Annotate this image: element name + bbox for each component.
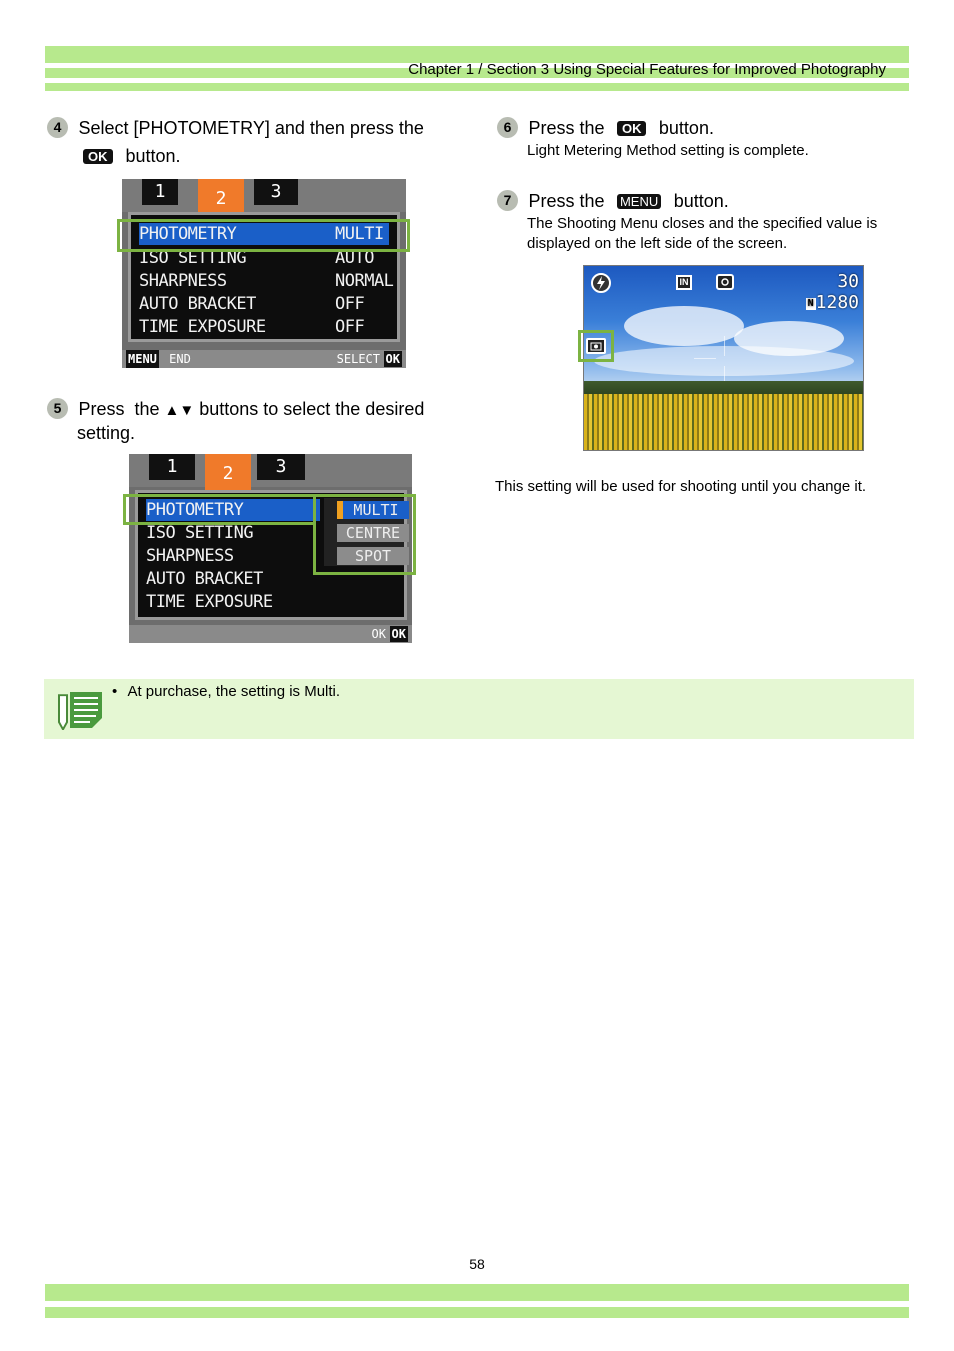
- step-4-text-end: button.: [125, 146, 181, 166]
- ok-label: OK: [371, 627, 386, 641]
- lcd-menu-screen-1: [122, 179, 406, 368]
- menu-row-sharpness: SHARPNESS: [146, 546, 234, 566]
- focus-mark: [724, 366, 725, 381]
- select-label: SELECT: [336, 352, 380, 366]
- step-6-text: Press the: [528, 118, 605, 138]
- menu-row-time-exposure: TIME EXPOSURE: [146, 592, 273, 612]
- menu-tabs: [122, 179, 406, 212]
- highlight-metering-icon: [578, 330, 614, 362]
- memo-box: [44, 679, 914, 739]
- image-size: 1280: [815, 292, 859, 313]
- step-6-text-end: button.: [658, 118, 714, 138]
- tab-3: 3: [257, 454, 305, 480]
- highlight-options: [313, 494, 416, 575]
- flower-field: [584, 394, 863, 450]
- option-multi: MULTI: [337, 501, 409, 519]
- bullet: •: [112, 683, 118, 700]
- step-number: 6: [497, 117, 518, 138]
- step-5-text-end: setting.: [77, 423, 136, 443]
- row-value: NORMAL: [335, 271, 394, 291]
- step-5: [47, 398, 467, 444]
- menu-button-badge: MENU: [617, 194, 661, 209]
- menu-row-photometry: PHOTOMETRY: [146, 499, 320, 521]
- shots-remaining: 30: [837, 271, 859, 292]
- tab-3: 3: [254, 179, 298, 205]
- footer-band-bottom: [45, 1307, 909, 1318]
- cloud: [624, 306, 744, 346]
- row-value: AUTO: [335, 248, 374, 268]
- focus-mark: [694, 358, 716, 359]
- menu-row-iso: ISO SETTING: [146, 523, 254, 543]
- tab-1: 1: [149, 454, 195, 480]
- chapter-title: Chapter 1 / Section 3 Using Special Features for Improved Photography: [408, 61, 886, 78]
- row-value: OFF: [335, 294, 365, 314]
- step-7-description-2: displayed on the left side of the screen.: [527, 235, 788, 252]
- memo-text: At purchase, the setting is Multi.: [127, 683, 341, 700]
- menu-row-auto-bracket: AUTO BRACKET: [146, 569, 263, 589]
- menu-row-sharpness: [139, 270, 394, 292]
- menu-row-time-exposure: [139, 316, 389, 338]
- tab-1: 1: [142, 179, 178, 205]
- step-number: 5: [47, 398, 68, 419]
- row-label: SHARPNESS: [139, 271, 227, 291]
- menu-tabs: [129, 454, 412, 487]
- size-badge: N: [807, 298, 814, 309]
- menu-bottom-bar: [122, 350, 406, 368]
- step-6: [497, 117, 917, 161]
- row-label: PHOTOMETRY: [139, 224, 237, 244]
- tree-line: [584, 381, 863, 395]
- camera-icon: [716, 274, 734, 290]
- camera-preview-screen: [583, 265, 864, 451]
- row-value: MULTI: [335, 224, 384, 244]
- ok-button-badge: OK: [83, 149, 113, 164]
- step-number: 4: [47, 117, 68, 138]
- ok-key: OK: [385, 352, 400, 366]
- closing-note: This setting will be used for shooting until you change it.: [495, 478, 867, 495]
- step-7: [497, 190, 917, 254]
- memo-item: [112, 683, 340, 701]
- internal-memory-icon: IN: [676, 275, 692, 290]
- step-4: [47, 117, 467, 167]
- row-label: AUTO BRACKET: [139, 294, 256, 314]
- ok-button-badge: OK: [617, 121, 647, 136]
- tab-2: 2: [205, 454, 251, 492]
- menu-row-auto-bracket: [139, 293, 389, 315]
- step-4-text: Select [PHOTOMETRY] and then press the: [78, 118, 424, 138]
- step-6-description: Light Metering Method setting is complete.: [527, 142, 809, 159]
- memo-pencil-icon: [56, 688, 104, 730]
- highlight-photometry-row: [123, 494, 316, 525]
- option-spot: SPOT: [337, 547, 409, 565]
- up-down-arrow-icons: ▲▼: [164, 402, 195, 419]
- row-value: OFF: [335, 317, 365, 337]
- metering-icon: [586, 338, 606, 354]
- step-number: 7: [497, 190, 518, 211]
- menu-bottom-bar: [129, 625, 412, 643]
- end-label: END: [169, 352, 191, 366]
- header-band-bottom: [45, 83, 909, 91]
- step-7-text: Press the: [528, 191, 605, 211]
- step-5-text-mid: buttons to select the desired: [194, 399, 425, 419]
- flash-off-icon: [591, 273, 611, 293]
- menu-key: MENU: [128, 352, 157, 366]
- image-size-readout: [806, 293, 859, 313]
- ok-key: OK: [391, 627, 406, 641]
- highlight-photometry-row: [117, 219, 410, 252]
- tab-2: 2: [198, 179, 244, 217]
- page-number: 58: [469, 1256, 485, 1272]
- step-7-description-1: The Shooting Menu closes and the specified value is: [527, 215, 878, 232]
- step-7-text-end: button.: [673, 191, 729, 211]
- row-label: ISO SETTING: [139, 248, 247, 268]
- focus-mark: [724, 336, 725, 356]
- step-5-text: Press the: [78, 399, 165, 419]
- option-centre: CENTRE: [337, 524, 409, 542]
- row-label: TIME EXPOSURE: [139, 317, 266, 337]
- footer-band-top: [45, 1284, 909, 1301]
